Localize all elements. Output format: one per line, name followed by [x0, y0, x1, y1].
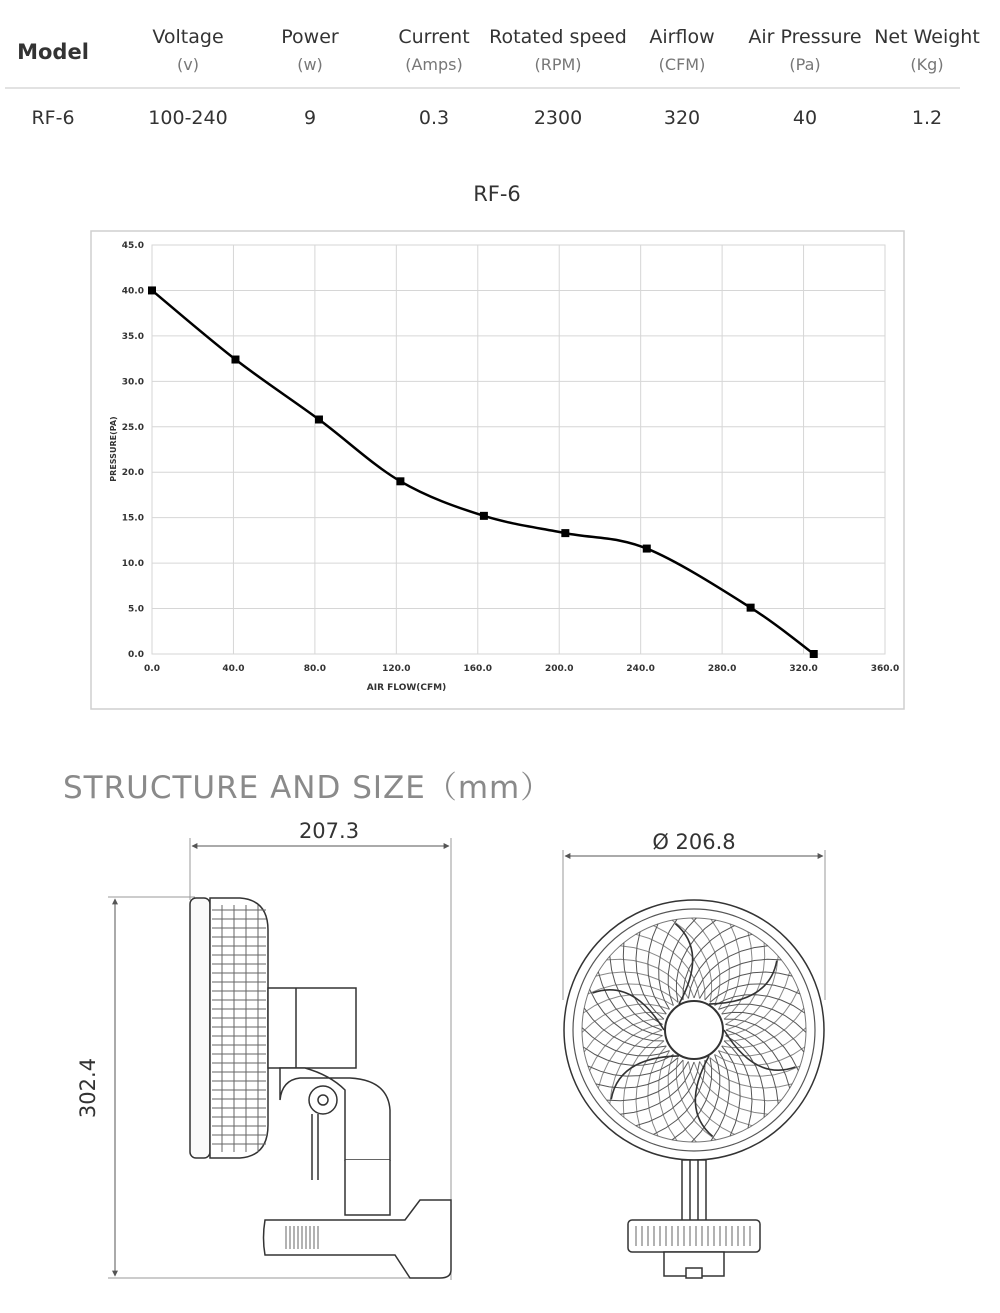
column-header-current: Current — [398, 26, 470, 48]
cell-net-weight: 1.2 — [911, 107, 943, 129]
column-unit-power: (w) — [297, 55, 323, 74]
fan-side-view — [190, 898, 451, 1278]
x-tick-label: 360.0 — [870, 664, 900, 674]
x-tick-label: 200.0 — [544, 664, 574, 674]
column-unit-voltage: (v) — [177, 55, 199, 74]
column-unit-net-weight: (Kg) — [910, 55, 944, 74]
side-view-height-label: 302.4 — [76, 1057, 100, 1119]
model-header: Model — [17, 40, 89, 64]
chart-title: RF-6 — [473, 182, 521, 206]
column-header-air-pressure: Air Pressure — [748, 26, 862, 48]
side-view-width-label: 207.3 — [298, 819, 360, 843]
y-tick-label: 35.0 — [121, 331, 144, 342]
x-tick-label: 80.0 — [303, 664, 326, 674]
y-tick-label: 20.0 — [121, 468, 144, 479]
column-header-net-weight: Net Weight — [874, 26, 980, 48]
y-tick-label: 5.0 — [128, 604, 144, 615]
column-unit-current: (Amps) — [405, 55, 463, 74]
cell-airflow: 320 — [663, 107, 701, 129]
cell-voltage: 100-240 — [148, 107, 228, 129]
y-axis-label: PRESSURE(PA) — [109, 416, 118, 482]
x-tick-label: 280.0 — [707, 664, 737, 674]
y-tick-label: 10.0 — [121, 559, 144, 570]
column-header-airflow: Airflow — [649, 26, 715, 48]
front-view-diameter-label: Ø 206.8 — [652, 830, 736, 854]
cell-current: 0.3 — [418, 107, 450, 129]
cell-model: RF-6 — [31, 107, 75, 129]
cell-rotated-speed: 2300 — [533, 107, 583, 129]
column-header-rotated-speed: Rotated speed — [489, 26, 627, 48]
y-tick-label: 40.0 — [121, 286, 144, 297]
x-tick-label: 120.0 — [382, 664, 411, 674]
structure-section-title: STRUCTURE AND SIZE（mm） — [63, 770, 553, 806]
column-header-voltage: Voltage — [152, 26, 224, 48]
x-tick-label: 0.0 — [144, 664, 160, 674]
cell-air-pressure: 40 — [792, 107, 818, 129]
x-tick-label: 160.0 — [463, 664, 493, 674]
column-unit-rotated-speed: (RPM) — [534, 55, 582, 74]
x-tick-label: 240.0 — [626, 664, 655, 674]
y-tick-label: 15.0 — [121, 513, 144, 524]
x-tick-label: 320.0 — [789, 664, 818, 674]
x-tick-label: 40.0 — [222, 664, 245, 674]
column-unit-airflow: (CFM) — [658, 55, 706, 74]
y-tick-label: 25.0 — [121, 422, 144, 433]
y-tick-label: 45.0 — [121, 241, 144, 251]
y-tick-label: 0.0 — [128, 650, 144, 660]
fan-front-view — [564, 900, 824, 1278]
cell-power: 9 — [303, 107, 317, 129]
y-tick-label: 30.0 — [121, 377, 144, 388]
column-unit-air-pressure: (Pa) — [789, 55, 821, 74]
x-axis-label: AIR FLOW(CFM) — [366, 683, 447, 693]
column-header-power: Power — [281, 26, 339, 48]
